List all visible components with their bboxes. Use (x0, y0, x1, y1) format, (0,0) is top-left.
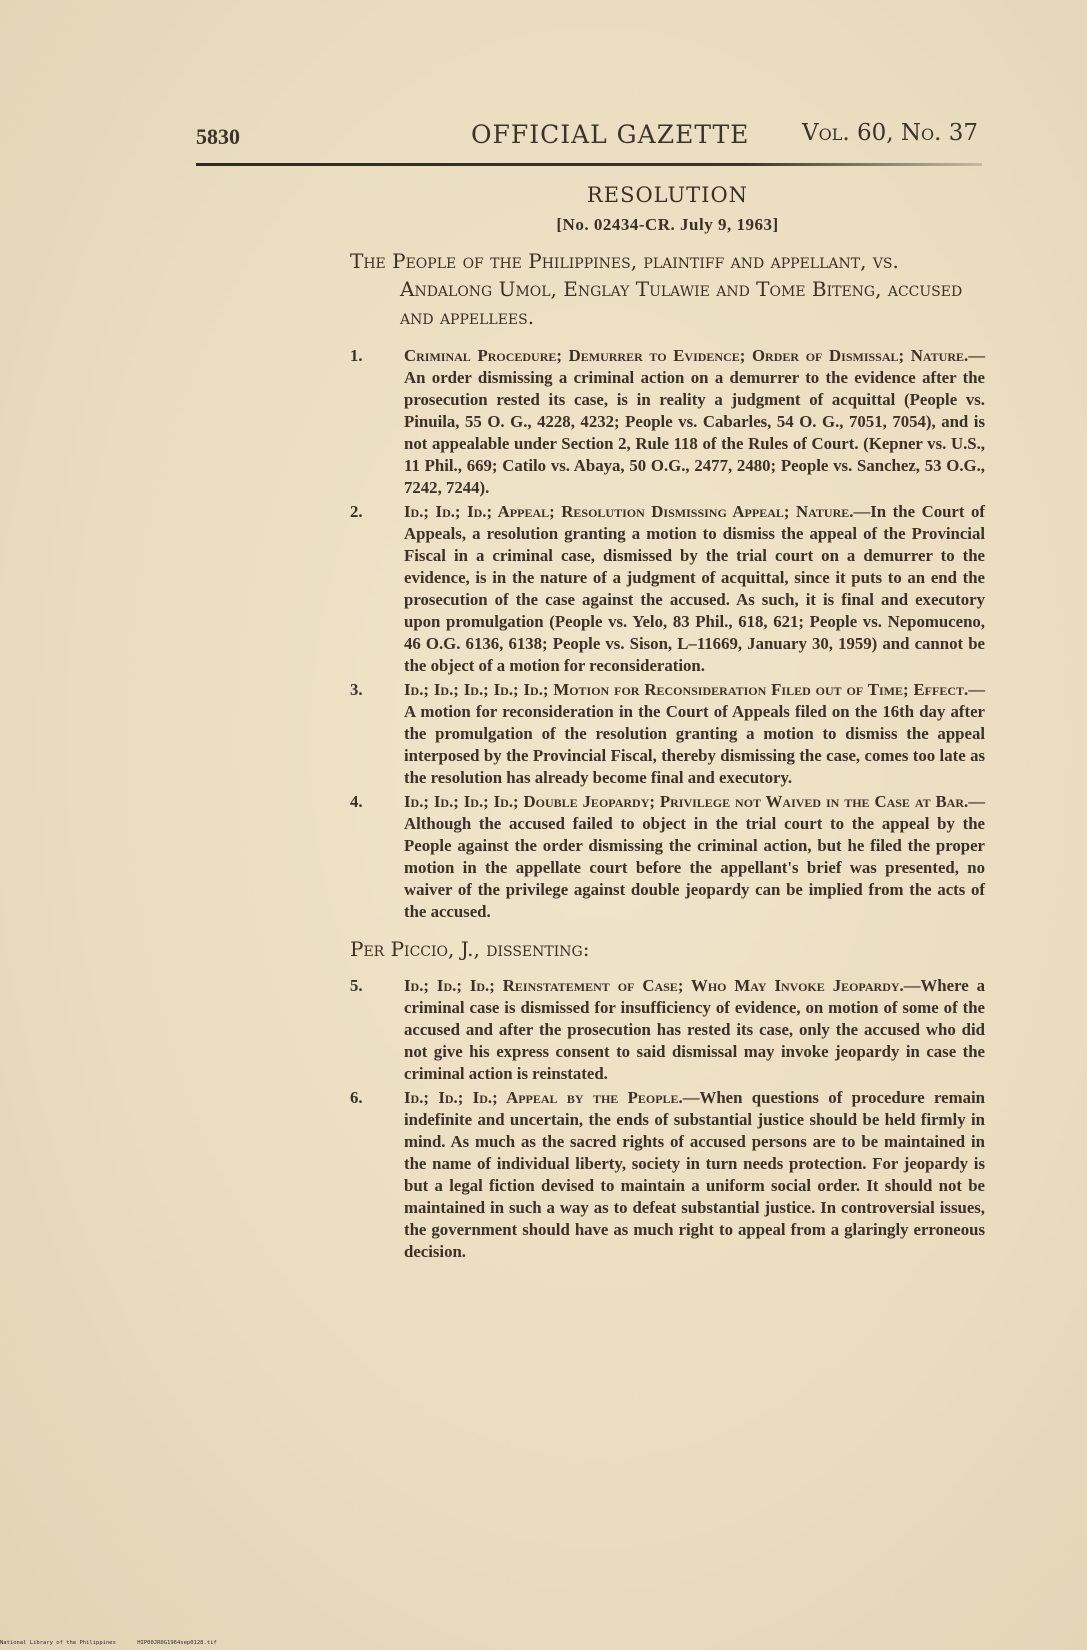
item-heading: Id.; Id.; Id.; Appeal; Resolution Dismissing Appeal; Nature. (404, 502, 854, 521)
item-number: 6. (350, 1088, 363, 1107)
item-number: 3. (350, 680, 363, 699)
syllabus-list (350, 345, 985, 923)
item-text: —An order dismissing a criminal action on a demurrer to the evidence after the prosecution rested its case, is in reality a judgment of acquittal (People vs. Pinuila, 55 O. G., 4228, 4232; People vs. Cabarles, 54 O. G., 7051, 7054), and is not appealable under Section 2, Rule 118 of the Rules of Court. (Kepner vs. U.S., 11 Phil., 669; Catilo vs. Abaya, 50 O.G., 2477, 2480; People vs. Sanchez, 53 O.G., 7242, 7244). (404, 346, 985, 497)
syllabus-item (350, 975, 985, 1085)
file-label: HIP00JR0G1964sep0128.tif (137, 1640, 217, 1646)
resolution-title: RESOLUTION (586, 183, 749, 207)
parties-line-1: The People of the Philippines, plaintiff and appellant, (350, 249, 867, 273)
case-number: [No. 02434-CR. July 9, 1963] (556, 215, 779, 234)
item-heading: Id.; Id.; Id.; Reinstatement of Case; Who May Invoke Jeopardy. (404, 976, 904, 995)
item-number: 1. (350, 346, 363, 365)
scan-footer (0, 1640, 235, 1646)
item-text: —When questions of procedure remain indefinite and uncertain, the ends of substantial justice should be held firmly in mind. As much as the sacred rights of accused persons are to be maintained in the name of individual liberty, society in turn needs protection. For jeopardy is but a legal fiction devised to maintain a uniform social order. It should not be maintained in such a way as to defeat substantial justice. In controversial issues, the government should have as much right to appeal from a glaringly erroneous decision. (404, 1088, 985, 1261)
page-header (196, 118, 982, 158)
volume-number: Vol. 60, No. 37 (802, 120, 978, 146)
item-heading: Id.; Id.; Id.; Id.; Double Jeopardy; Privilege not Waived in the Case at Bar. (404, 792, 969, 811)
parties-line-2: vs. Andalong Umol, Englay Tulawie and Tome Biteng, accused and appellees. (400, 249, 963, 329)
syllabus-item (350, 679, 985, 789)
dissent-syllabus-list (350, 975, 985, 1263)
item-text: —A motion for reconsideration in the Court of Appeals filed on the 16th day after the promulgation of the resolution granting a motion to dismiss the appeal interposed by the Provincial Fiscal, thereby dismissing the case, comes too late as the resolution has already become final and executory. (404, 680, 985, 787)
item-number: 5. (350, 976, 363, 995)
gazette-title: OFFICIAL GAZETTE (471, 120, 750, 149)
item-heading: Id.; Id.; Id.; Id.; Id.; Motion for Reconsideration Filed out of Time; Effect. (404, 680, 969, 699)
item-text: —Although the accused failed to object in the trial court to the appeal by the People against the order dismissing the criminal action, but he filed the proper motion in the appellate court before the appellant's brief was presented, no waiver of the privilege against double jeopardy can be implied from the acts of the accused. (404, 792, 985, 921)
dissent-label: Per Piccio, J., dissenting: (350, 937, 590, 961)
item-text: —In the Court of Appeals, a resolution granting a motion to dismiss the appeal of the Provincial Fiscal in a criminal case, dismissed by the trial court on a demurrer to the evidence, is in the nature of a judgment of acquittal, since it puts to an end the prosecution of the case against the accused. As such, it is final and executory upon promulgation (People vs. Yelo, 83 Phil., 618, 621; People vs. Nepomuceno, 46 O.G. 6136, 6138; People vs. Sison, L–11669, January 30, 1959) and cannot be the object of a motion for reconsideration. (404, 502, 985, 675)
item-text: —Where a criminal case is dismissed for insufficiency of evidence, on motion of some of the accused and after the prosecution has rested its case, only the accused who did not give his express consent to said dismissal may invoke jeopardy in case the criminal action is reinstated. (404, 976, 985, 1083)
header-rule (196, 163, 982, 166)
item-heading: Id.; Id.; Id.; Appeal by the People. (404, 1088, 683, 1107)
syllabus-item (350, 791, 985, 923)
resolution-body (350, 180, 985, 1265)
syllabus-item (350, 501, 985, 677)
syllabus-item (350, 1087, 985, 1263)
item-heading: Criminal Procedure; Demurrer to Evidence; Order of Dismissal; Nature. (404, 346, 969, 365)
page-number: 5830 (196, 124, 240, 149)
case-parties (350, 247, 985, 331)
library-label: National Library of the Philippines (0, 1640, 116, 1646)
syllabus-item (350, 345, 985, 499)
item-number: 4. (350, 792, 363, 811)
item-number: 2. (350, 502, 363, 521)
